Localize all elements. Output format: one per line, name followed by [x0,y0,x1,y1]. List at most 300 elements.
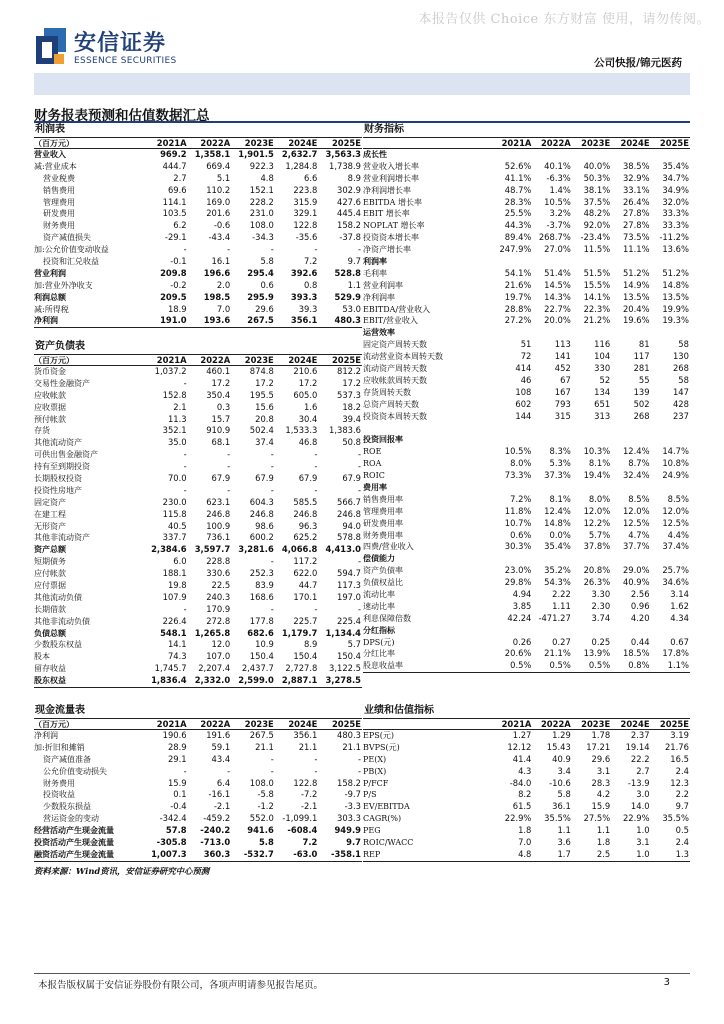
header-year: 2022A [200,355,231,365]
source-note: 资料来源：Wind资讯，安信证券研究中心预测 [34,866,210,876]
cell-value: 1.6 [304,401,318,412]
cell-value: 2.1 [173,401,187,412]
cell-value: 16.5 [670,753,689,764]
table-row [34,849,362,861]
row-label: 净利润 [34,315,58,326]
cell-value: -35.6 [295,232,318,243]
cell-value: 169.0 [206,196,231,207]
cell-value: 3.1 [636,837,650,848]
row-label: 毛利率 [363,268,387,278]
cell-value: 27.5% [583,813,611,824]
cell-value: 0.5% [588,660,611,671]
cell-value: 28.3 [591,777,611,788]
cell-value: 566.7 [336,496,361,507]
cell-value: 5.1 [216,172,231,183]
row-label: 持有至到期投资 [34,462,90,472]
row-label: 营业收入 [34,149,66,159]
cell-value: 6.6 [304,172,318,183]
row-label: 少数股东权益 [34,640,82,650]
row-label: EPS(元) [363,731,394,740]
row-label: 其他流动资产 [34,438,82,448]
cell-value: 24.9% [662,470,689,481]
cell-value [532,434,571,446]
cell-value: 969.2 [160,149,187,159]
cell-value: 14.8% [544,517,571,528]
cell-value: 39.4 [342,413,361,424]
cell-value: 130 [672,351,689,362]
table-row [363,837,690,849]
cell-value: 0.25 [591,636,611,647]
cell-value: - [314,765,318,776]
cell-value: 329.1 [293,208,318,219]
row-label: 销售费用 [43,185,75,195]
cell-value: 360.3 [203,848,231,859]
cell-value: - [357,449,361,460]
cell-value: 26.3% [583,577,611,588]
cell-value [493,553,532,565]
table-row [34,604,362,616]
cell-value: -29.1 [164,232,187,243]
table-row [363,789,690,801]
header-year: 2024E [288,138,318,148]
table-row [363,506,690,518]
cell-value: 4.94 [512,588,532,599]
table-row [34,521,362,533]
cell-value: 48.7% [504,184,532,195]
table-row [363,742,690,754]
valuation-metrics-table [363,705,690,862]
cell-value: 51 [520,339,532,350]
cell-value: 1,901.5 [238,149,274,159]
cell-value: -0.6 [213,220,231,231]
header-year: 2025E [331,138,361,148]
row-label: 留存收益 [34,664,66,674]
cell-value [572,625,611,637]
cell-value: 4.8 [518,848,532,859]
cell-value: 15.9 [167,777,187,788]
row-label: P/S [363,790,377,800]
cell-value: 209.8 [160,267,187,278]
row-label: 资产总额 [34,544,66,555]
header-year: 2024E [620,138,650,148]
table-row [363,315,690,327]
cell-value [651,149,690,161]
cell-value: -3.7% [546,220,571,231]
cell-value: 37.4 [255,437,274,448]
cell-value: 12.2% [583,517,611,528]
cell-value: 313 [594,410,611,421]
row-label: 管理费用率 [363,506,403,516]
cell-value: 9.7 [347,256,361,267]
table-row [34,390,362,402]
cell-value: 1,265.8 [194,627,231,638]
cell-value: 13.6% [662,244,689,255]
cell-value: 53.0 [342,303,361,314]
header-year: 2025E [331,355,361,365]
cell-value: 2,887.1 [281,675,318,686]
cell-value: - [357,556,361,567]
cell-value [651,482,690,494]
table-row [363,292,690,304]
table-header [363,718,690,730]
cell-value: 19.8 [167,580,187,591]
cell-value: 158.2 [336,777,361,788]
cell-value: 252.3 [249,568,274,579]
row-label: 应付票据 [34,581,66,591]
cell-value: 480.3 [334,315,361,326]
cell-value: 147 [672,386,689,397]
row-label: 利润率 [363,256,387,267]
row-label: 资产减值损失 [43,233,91,243]
cell-value: 0.44 [630,636,650,647]
table-header [34,137,362,149]
table-row [363,601,690,613]
cell-value: 922.3 [249,160,274,171]
cell-value: 392.6 [290,267,318,278]
row-label: 投资回报率 [363,434,403,445]
cell-value: 2,437.7 [241,663,274,674]
cell-value: 96.3 [298,520,318,531]
row-label: ROA [363,459,382,469]
header-year: 2022A [540,719,571,729]
cell-value: 94.0 [342,520,361,531]
table-row [363,220,690,232]
cell-value: 14.1% [583,291,611,302]
cell-value: 15.6 [255,401,274,412]
cell-value: 2.37 [630,730,650,740]
cell-value: - [314,244,318,255]
table-row [363,339,690,351]
row-label: ROE [363,447,382,457]
row-label: 营运资金的变动 [43,814,99,824]
cell-value: 28.3% [504,196,532,207]
cell-value: 4,413.0 [325,544,361,555]
cell-value: 1.4% [549,184,571,195]
cell-value: 22.9% [504,813,532,824]
row-label: ROIC/WACC [363,838,414,848]
cell-value: 67.9 [211,473,231,484]
table-row [363,327,690,339]
cell-value: 18.2 [342,401,361,412]
row-label: EV/EBITDA [363,802,410,812]
cell-value: 42.24 [507,612,532,623]
cell-value: 37.3% [544,470,571,481]
cell-value: 225.7 [293,615,318,626]
cell-value: 22.5 [211,580,231,591]
table-row [34,801,362,813]
cell-value: - [270,603,274,614]
row-label: 投资和汇兑收益 [43,257,99,267]
table-row [363,577,690,589]
cell-value: -0.1 [170,256,187,267]
cell-value: 168.6 [249,591,274,602]
cell-value: 29.1 [167,753,187,764]
cell-value: 23.0% [504,565,532,576]
cell-value: 15.9 [591,801,611,812]
cell-value: -16.1 [208,789,231,800]
table-row [34,473,362,485]
cell-value: 117 [633,351,650,362]
cell-value: 32.0% [662,196,689,207]
cell-value: 16.1 [211,256,231,267]
cell-value: - [270,449,274,460]
cell-value: -63.0 [293,848,318,859]
cell-value: - [183,377,187,388]
cell-value [651,422,690,434]
cell-value: 139 [633,386,650,397]
table-row [363,813,690,825]
cell-value: 247.9% [499,244,532,255]
cell-value: 17.21 [586,741,611,752]
table-row [34,161,362,173]
table-row [34,754,362,766]
cell-value: 4.3 [518,765,532,776]
cell-value: 315.9 [293,196,318,207]
cell-value: 427.6 [336,196,361,207]
cell-value: 537.3 [336,389,361,400]
cell-value: 594.7 [336,568,361,579]
cell-value: 8.3% [549,446,571,457]
cell-value: 54.3% [544,577,571,588]
cell-value: 20.8% [583,565,611,576]
cell-value: 736.1 [206,532,231,543]
row-label: 资产减值准备 [43,754,91,764]
cell-value: 3.74 [591,612,611,623]
cell-value: 15.5% [583,279,611,290]
cell-value: - [270,556,274,567]
cell-value: 11.5% [583,244,611,255]
cell-value: 55 [638,374,650,385]
table-row [34,378,362,390]
row-label: 交易性金融资产 [34,378,90,388]
cell-value: - [314,484,318,495]
cell-value: 0.8% [628,660,650,671]
cell-value: - [270,765,274,776]
cell-value: 191.6 [206,730,231,740]
cell-value: -7.2 [301,789,318,800]
cell-value: 5.7% [588,529,611,540]
cell-value: 2,332.0 [194,675,231,686]
logo-name-en: ESSENCE SECURITIES [74,56,177,66]
cell-value: 14.7% [662,446,689,457]
cell-value: 8.7% [628,458,650,469]
row-label: 预付帐款 [34,414,66,424]
cell-value: 8.1% [549,493,571,504]
cell-value: 8.0% [588,493,611,504]
row-label: DPS(元) [363,637,395,647]
cell-value: 51.4% [544,267,571,278]
cell-value: 201.6 [206,208,231,219]
cell-value [611,256,650,268]
row-label: 应付帐款 [34,569,66,579]
row-label: 研发费用 [43,209,75,219]
cell-value [651,434,690,446]
cell-value: -1,099.1 [282,813,318,824]
cell-value: 37.4% [662,541,689,552]
cell-value: - [357,484,361,495]
row-label: EBITDA 增长率 [363,197,422,207]
cell-value: 0.96 [630,600,650,611]
cell-value: 67.9 [298,473,318,484]
table-row [363,754,690,766]
cell-value: 1.62 [670,600,689,611]
cell-value: 246.8 [206,508,231,519]
cell-value [611,422,650,434]
cell-value: 3.0 [636,789,650,800]
row-label: 加:公允价值变动收益 [34,245,109,255]
row-label: 财务费用 [43,778,75,788]
cell-value: -6.3% [546,172,571,183]
cell-value [532,327,571,339]
logo-name-cn: 安信证券 [74,31,167,56]
header-year: 2024E [288,719,318,729]
row-label: 分红比率 [363,649,395,659]
cell-value: 12.0% [583,505,611,516]
cell-value: 104 [594,351,611,362]
row-label: P/FCF [363,778,389,788]
cell-value: 1,836.4 [151,675,187,686]
cell-value: 68.1 [211,437,231,448]
cell-value [611,553,650,565]
header-unit: （百万元） [34,355,74,365]
cell-value: -13.9 [627,777,650,788]
cell-value: 1,134.4 [325,627,361,638]
cell-value: 81 [638,339,650,350]
row-label: 减:营业成本 [34,161,77,171]
cell-value: 141 [554,351,571,362]
cell-value: 0.1 [173,789,187,800]
cell-value: 19.7% [504,291,532,302]
table-row [34,616,362,628]
cell-value [651,553,690,565]
row-label: EBITDA/营业收入 [363,304,431,314]
cell-value: 25.7% [662,565,689,576]
row-label: 在建工程 [34,509,66,519]
cell-value: 17.2 [342,377,361,388]
row-label: 资产负债率 [363,566,403,576]
cell-value: 19.3% [662,315,689,326]
cell-value: 108 [515,386,532,397]
cell-value: 28.8% [504,303,532,314]
table-row [363,825,690,837]
cell-value [493,256,532,268]
cell-value: 7.0 [216,303,231,314]
table-row [363,518,690,530]
row-label: 加:营业外净收支 [34,280,93,290]
row-label: 速动比率 [363,601,395,611]
cell-value: 14.9% [622,279,650,290]
cell-value: 67 [560,374,571,385]
cell-value: 337.7 [162,532,187,543]
cell-value: 1.1 [347,279,361,290]
row-label: 财务费用率 [363,530,403,540]
header-year: 2021A [501,138,532,148]
cell-value: - [183,484,187,495]
cell-value: 2.5 [596,848,611,859]
cell-value: 36.1 [552,801,571,812]
cell-value: 941.6 [247,825,274,836]
cell-value: - [227,461,231,472]
cell-value: 89.4% [504,232,532,243]
cell-value: 230.0 [162,496,187,507]
header-year: 2024E [620,719,650,729]
cell-value: 28.9 [167,741,187,752]
table-row [363,613,690,625]
cell-value: -0.4 [170,801,187,812]
table-row [34,256,362,268]
cell-value: 4.4% [667,529,689,540]
cell-value: 191.0 [160,315,187,326]
row-label: 公允价值变动损失 [43,766,107,776]
cell-value: 20.4% [622,303,650,314]
cell-value: -240.2 [200,825,231,836]
cell-value: 14.1 [167,639,187,650]
cell-value: 14.3% [544,291,571,302]
cell-value: 21.76 [664,741,689,752]
cell-value: 303.3 [336,813,361,824]
cell-value: 2.0 [216,279,231,290]
cell-value: 910.9 [206,425,231,436]
header-year: 2023E [581,138,611,148]
cell-value: 40.0% [583,160,611,171]
row-label: 短期债务 [34,557,66,567]
cell-value: 268 [633,410,650,421]
cell-value: 8.0% [510,458,532,469]
table-row [363,494,690,506]
row-label: 利息保障倍数 [363,613,411,623]
table-row [34,280,362,292]
cell-value: 74.3 [167,651,187,662]
row-label: CAGR(%) [363,814,402,824]
table-header [34,354,362,366]
cell-value: 38.5% [622,160,650,171]
table-row [363,232,690,244]
header-unit: （百万元） [34,138,74,148]
row-label: EBIT 增长率 [363,209,410,219]
cell-value: 35.2% [544,565,571,576]
cell-value: 3,278.5 [325,675,361,686]
row-label: 投资资本周转天数 [363,411,427,421]
cell-value [532,625,571,637]
cell-value: 7.2 [302,837,318,848]
table-row [34,568,362,580]
cell-value: 69.6 [167,184,187,195]
cell-value: -608.4 [287,825,318,836]
cell-value: 1.1 [596,825,611,836]
cell-value: 330.6 [206,568,231,579]
cell-value: 22.9% [622,813,650,824]
cell-value: 98.6 [255,520,274,531]
cell-value: 793 [554,398,571,409]
cell-value: 0.6 [260,279,274,290]
table-row [34,197,362,209]
cell-value: -305.8 [156,837,187,848]
cell-value: 3.6 [557,837,571,848]
cell-value: 414 [515,363,532,374]
header-year: 2024E [288,355,318,365]
cell-value: -5.8 [257,789,274,800]
row-label: 应收帐款 [34,390,66,400]
cell-value: 29.0% [622,565,650,576]
cell-value: 12.5% [662,517,689,528]
cell-value [493,149,532,161]
cell-value [651,256,690,268]
cell-value: 22.2 [630,753,650,764]
table-row [34,173,362,185]
cell-value: 35.4% [544,541,571,552]
cell-value: 7.2 [304,256,318,267]
cell-value: 13.5% [622,291,650,302]
